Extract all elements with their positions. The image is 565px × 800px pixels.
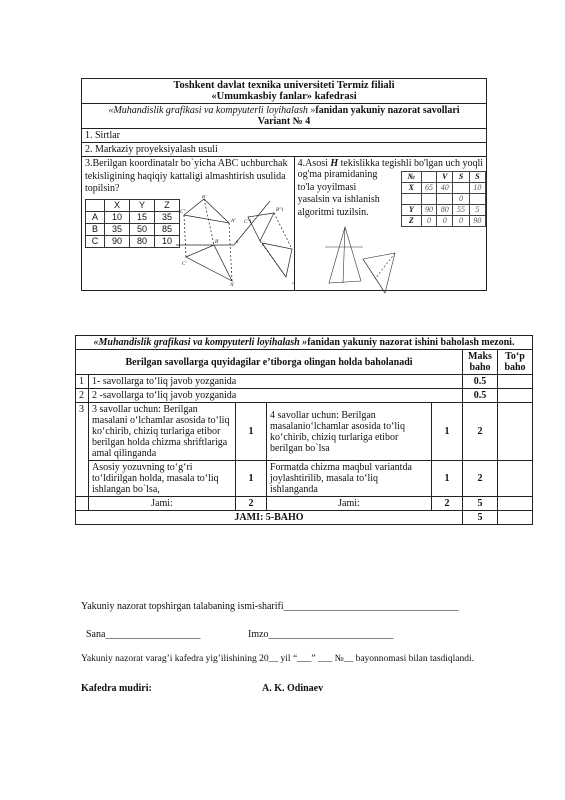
plane-h-label: H [330,158,339,169]
pyr-cell: 90 [421,205,436,216]
question-4-text: og'ma piramidaning to'la yoyilmasi yasalsin va ishlanish algoritmi tuzilsin. [297,169,380,218]
signature-line: Imzo_________________________ [248,629,394,640]
criterion-question-3: 3 savollar uchun: Berilgan masalani o‘lchamlar asosida to‘liq ko‘chirib, chiziq turlariga etibor berilgan holda chizma shriftlariga amal qilinganda [89,403,236,461]
svg-text:B′: B′ [215,240,220,245]
pyr-cell: 10 [469,183,485,194]
criteria-title: fanidan yakuniy nazorat ishini baholash mezoni. [307,337,515,348]
pyr-cell: Y [401,205,421,216]
coord-cell: 35 [155,211,180,223]
header-cell [82,79,487,104]
earned-score[interactable] [498,461,533,497]
pyr-cell [437,194,453,205]
grading-criteria-table [75,335,533,525]
coord-cell: 15 [130,211,155,223]
max-score: 2 [463,403,498,461]
question-4-suffix: tekislikka tegishli bo'lgan uch yoqli [338,158,483,169]
pyr-cell: 0 [421,216,436,227]
criterion-text: 2 -savollarga to‘liq javob yozganida [89,389,463,403]
criteria-title-cell [76,336,533,350]
criterion-text: 1- savollarga to‘liq javob yozganida [89,375,463,389]
question-4-prefix: 4.Asosi [297,158,331,169]
question-3-cell [82,157,295,291]
pyramid-drawing [323,219,403,294]
date-line: Sana___________________ [86,629,201,640]
coord-cell: C [86,235,105,247]
svg-text:C″1: C″1 [244,220,252,225]
subject-suffix: fanidan yakuniy nazorat savollari [315,105,460,116]
coord-cell: 80 [130,235,155,247]
svg-text:B″: B″ [202,195,208,200]
variant-label: Variant № 4 [257,116,311,127]
max-score: 2 [463,461,498,497]
pyr-cell: 65 [421,183,436,194]
svg-text:x: x [236,240,239,245]
earned-score[interactable] [498,389,533,403]
question-2: 2. Markaziy proyeksiyalash usuli [82,143,487,157]
grand-total-label: JAMI: 5-BAHO [76,511,463,525]
svg-text:•: • [292,282,294,287]
question-4-first-line [298,158,483,169]
question-1: 1. Sirtlar [82,129,487,143]
svg-text:C′: C′ [182,262,187,267]
coord-cell: 10 [155,235,180,247]
criteria-column-header: Berilgan savollarga quyidagilar e’tiborga olingan holda baholanadi [76,350,463,375]
criterion-score: 1 [236,403,267,461]
subtotal-label: Jami: [267,497,432,511]
svg-text:A″: A″ [231,219,237,224]
empty-cell [76,497,89,511]
head-of-department-name: A. K. Odinaev [262,683,324,694]
row-number: 1 [76,375,89,389]
coord-cell: 50 [130,223,155,235]
subtotal-max: 5 [463,497,498,511]
subject-title: «Muhandislik grafikasi va kompyuterli loyihalash » [108,105,316,116]
coord-header: Y [130,199,155,211]
earned-score[interactable] [498,403,533,461]
exam-questions-table [81,78,487,291]
max-score: 0.5 [463,375,498,389]
question-4-cell [294,157,486,291]
coord-header: X [105,199,130,211]
pyr-cell: 5 [469,205,485,216]
max-score: 0.5 [463,389,498,403]
pyr-cell [401,194,421,205]
subtotal-label: Jami: [89,497,236,511]
criterion-score: 1 [432,403,463,461]
approval-line: Yakuniy nazorat varag’i kafedra yig’ilishining 20__ yil “___” ___ №__ bayonnomasi bilan tasdiqlandi. [81,654,475,664]
subject-cell [82,104,487,129]
subtotal-value: 2 [236,497,267,511]
pyr-header: S [469,172,485,183]
department-name: «Umumkasbiy fanlar» kafedrasi [211,91,357,102]
pyr-header: S [453,172,469,183]
pyr-cell: 0 [437,216,453,227]
criterion-score: 1 [236,461,267,497]
coord-header [86,199,105,211]
criterion-layout: Formatda chizma maqbul variantda joylashtirilib, masala to‘liq ishlanganda [267,461,432,497]
pyr-cell [469,194,485,205]
pyr-header: V [437,172,453,183]
coord-cell: 85 [155,223,180,235]
coord-cell: 10 [105,211,130,223]
coord-cell: A [86,211,105,223]
grand-total-max: 5 [463,511,498,525]
pyr-cell [421,194,436,205]
earned-score[interactable] [498,511,533,525]
pyr-cell: 80 [437,205,453,216]
pyr-cell: 90 [469,216,485,227]
coordinate-table [85,199,180,248]
pyr-header [421,172,436,183]
svg-text:A′: A′ [230,283,235,287]
pyr-cell: 40 [437,183,453,194]
pyramid-coordinate-table [401,171,486,227]
row-number: 2 [76,389,89,403]
criterion-score: 1 [432,461,463,497]
criterion-question-4: 4 savollar uchun: Berilgan masalanio‘lchamlar asosida to‘liq ko‘chirib, chiziq turlariga etibor berilgan bo`lsa [267,403,432,461]
pyr-cell: X [401,183,421,194]
coord-cell: B [86,223,105,235]
triangle-projection-drawing [174,195,302,287]
pyr-cell: 0 [453,194,469,205]
criteria-subject: «Muhandislik grafikasi va kompyuterli loyihalash » [93,337,308,348]
coord-cell: 35 [105,223,130,235]
pyr-cell: 0 [453,216,469,227]
pyr-header: № [401,172,421,183]
row-number: 3 [76,403,89,497]
max-score-header: Maks baho [463,350,498,375]
student-name-line: Yakuniy nazorat topshirgan talabaning ismi-sharifi___________________________________ [81,601,459,612]
pyr-cell: Z [401,216,421,227]
university-name: Toshkent davlat texnika universiteti Termiz filiali [173,80,395,91]
subtotal-value: 2 [432,497,463,511]
earned-score-header: To‘p baho [498,350,533,375]
earned-score[interactable] [498,375,533,389]
svg-text:C″: C″ [180,210,186,215]
criterion-title-block: Asosiy yozuvning to‘g‘ri to‘ldirilgan holda, masala to‘liq ishlangan bo`lsa, [89,461,236,497]
coord-cell: 90 [105,235,130,247]
head-of-department-label: Kafedra mudiri: [81,683,152,694]
earned-score[interactable] [498,497,533,511]
question-3-text: 3.Berilgan koordinatalr bo`yicha ABC uchburchak tekisligining haqiqiy kattaligi almashtirish usulida topilsin? [85,158,288,194]
coord-header: Z [155,199,180,211]
pyr-cell [453,183,469,194]
pyr-cell: 55 [453,205,469,216]
svg-text:B″1: B″1 [276,208,284,213]
